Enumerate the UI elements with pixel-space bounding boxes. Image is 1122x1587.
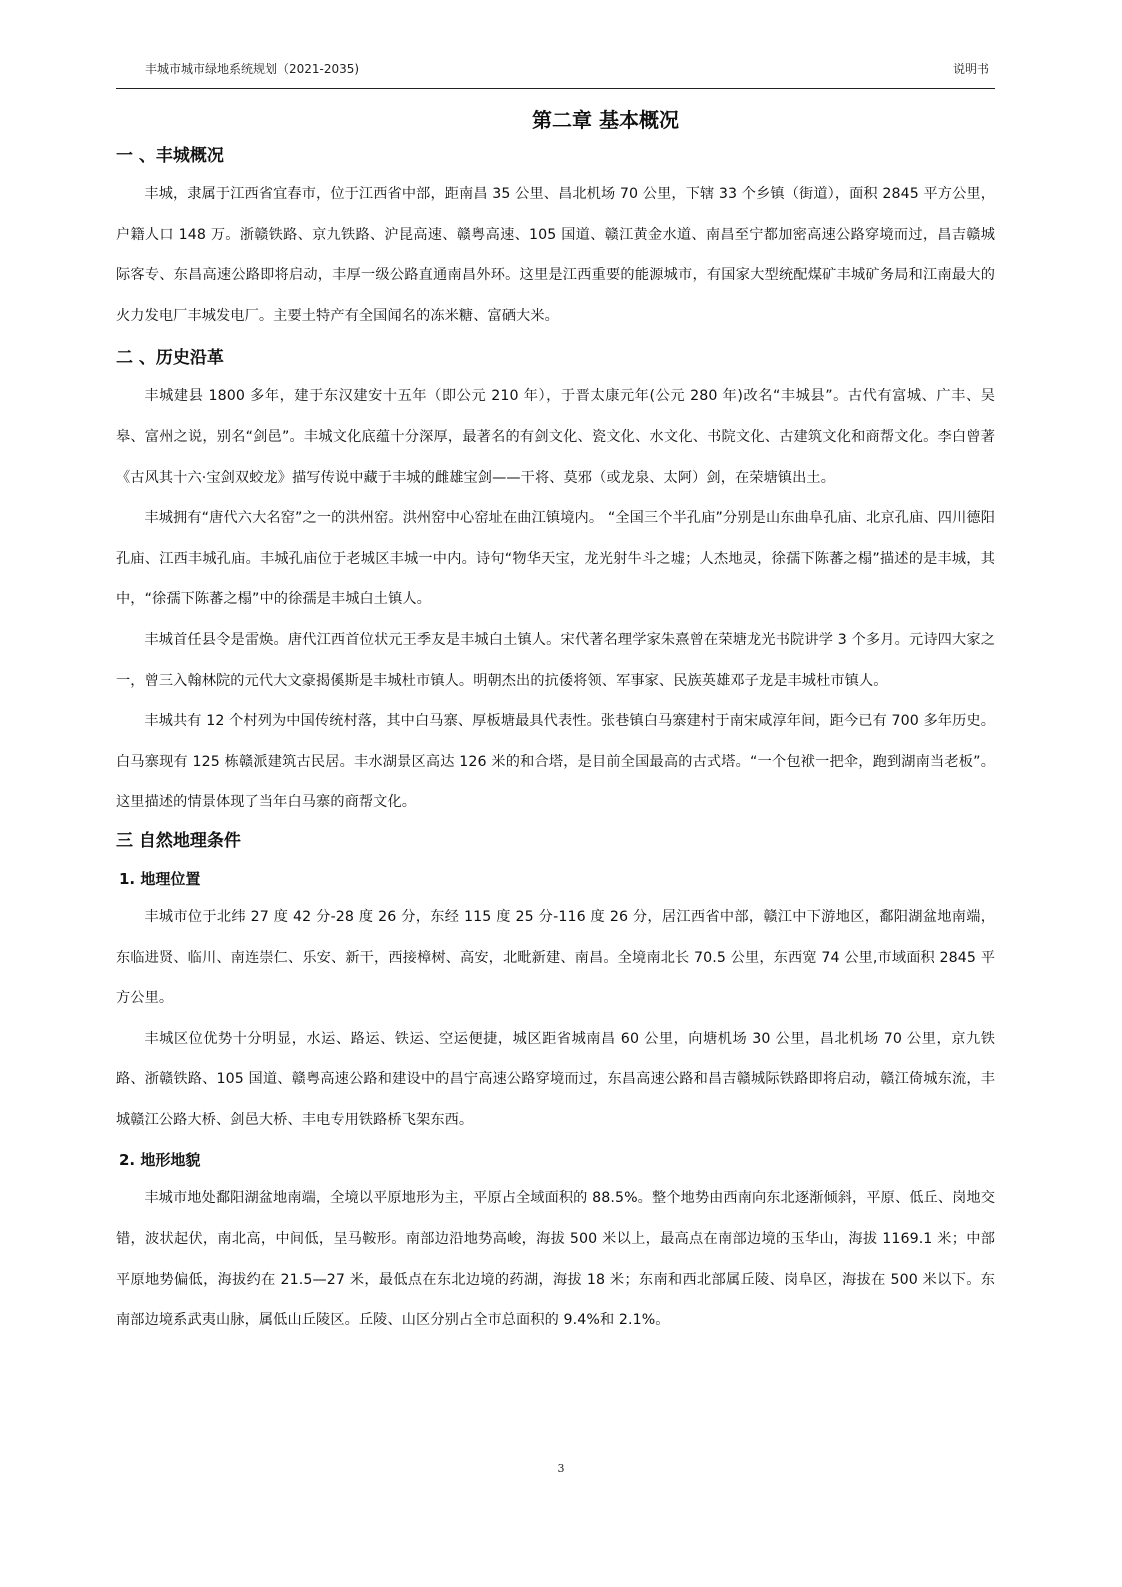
header-document-title: 丰城市城市绿地系统规划（2021-2035)	[145, 62, 360, 76]
paragraph: 丰城拥有“唐代六大名窑”之一的洪州窑。洪州窑中心窑址在曲江镇境内。 “全国三个半孔庙”分别是山东曲阜孔庙、北京孔庙、四川德阳孔庙、江西丰城孔庙。丰城孔庙位于老城区丰城一中内。诗句“物华天宝，龙光射牛斗之墟；人杰地灵，徐孺下陈蕃之榻”描述的是丰城，其中，“徐孺下陈蕃之榻”中的徐孺是丰城白土镇人。	[116, 510, 995, 608]
paragraph: 丰城，隶属于江西省宜春市，位于江西省中部，距南昌 35 公里、昌北机场 70 公里，下辖 33 个乡镇（街道），面积 2845 平方公里，户籍人口 148 万。浙赣铁路、京九铁路、沪昆高速、赣粤高速、105 国道、赣江黄金水道、南昌至宁都加密高速公路穿境而过，昌吉赣城际客专、东昌高速公路即将启动，丰厚一级公路直通南昌外环。这里是江西重要的能源城市，有国家大型统配煤矿丰城矿务局和江南最大的火力发电厂丰城发电厂。主要土特产有全国闻名的冻米糖、富硒大米。	[116, 186, 995, 324]
section-heading-history: 二 、历史沿革	[116, 348, 224, 369]
paragraph: 丰城市地处鄱阳湖盆地南端，全境以平原地形为主，平原占全域面积的 88.5%。整个地势由西南向东北逐渐倾斜，平原、低丘、岗地交错，波状起伏，南北高，中间低，呈马鞍形。南部边沿地势高峻，海拔 500 米以上，最高点在南部边境的玉华山，海拔 1169.1 米；中部平原地势偏低，海拔约在 21.5—27 米，最低点在东北边境的药湖，海拔 18 米；东南和西北部属丘陵、岗阜区，海拔在 500 米以下。东南部边境系武夷山脉，属低山丘陵区。丘陵、山区分别占全市总面积的 9.4%和 2.1%。	[116, 1190, 995, 1329]
subsection-heading-location: 1. 地理位置	[119, 869, 201, 888]
paragraph: 丰城首任县令是雷焕。唐代江西首位状元王季友是丰城白土镇人。宋代著名理学家朱熹曾在荣塘龙光书院讲学 3 个多月。元诗四大家之一，曾三入翰林院的元代大文豪揭傒斯是丰城杜市镇人。明朝杰出的抗倭将领、军事家、民族英雄邓子龙是丰城杜市镇人。	[116, 631, 995, 689]
header-divider	[116, 88, 995, 89]
subsection-heading-terrain: 2. 地形地貌	[119, 1151, 201, 1170]
paragraph: 丰城市位于北纬 27 度 42 分-28 度 26 分，东经 115 度 25 分-116 度 26 分，居江西省中部，赣江中下游地区，鄱阳湖盆地南端，东临进贤、临川、南连崇仁、乐安、新干，西接樟树、高安，北毗新建、南昌。全境南北长 70.5 公里，东西宽 74 公里,市域面积 2845 平方公里。	[116, 908, 995, 1007]
page-content	[116, 98, 995, 1341]
paragraph: 丰城共有 12 个村列为中国传统村落，其中白马寨、厚板塘最具代表性。张巷镇白马寨建村于南宋咸淳年间，距今已有 700 多年历史。白马寨现有 125 栋赣派建筑古民居。丰水湖景区高达 126 米的和合塔，是目前全国最高的古式塔。“一个包袱一把伞，跑到湖南当老板”。这里描述的情景体现了当年白马寨的商帮文化。	[116, 713, 995, 811]
paragraph: 丰城区位优势十分明显，水运、路运、铁运、空运便捷，城区距省城南昌 60 公里，向塘机场 30 公里，昌北机场 70 公里，京九铁路、浙赣铁路、105 国道、赣粤高速公路和建设中的昌宁高速公路穿境而过，东昌高速公路和昌吉赣城际铁路即将启动，赣江倚城东流，丰城赣江公路大桥、剑邑大桥、丰电专用铁路桥飞架东西。	[116, 1030, 995, 1128]
paragraph: 丰城建县 1800 多年，建于东汉建安十五年（即公元 210 年），于晋太康元年(公元 280 年)改名“丰城县”。古代有富城、广丰、吴皋、富州之说，别名“剑邑”。丰城文化底蕴十分深厚，最著名的有剑文化、瓷文化、水文化、书院文化、古建筑文化和商帮文化。李白曾著《古风其十六·宝剑双蛟龙》描写传说中藏于丰城的雌雄宝剑——干将、莫邪（或龙泉、太阿）剑，在荣塘镇出土。	[116, 388, 995, 486]
header-document-type: 说明书	[952, 62, 989, 76]
section-heading-geography: 三 自然地理条件	[116, 830, 241, 851]
page-number: 3	[557, 1462, 565, 1475]
section-heading-overview: 一 、丰城概况	[116, 146, 224, 166]
page-header	[145, 56, 989, 82]
chapter-title: 第二章 基本概况	[532, 108, 679, 132]
